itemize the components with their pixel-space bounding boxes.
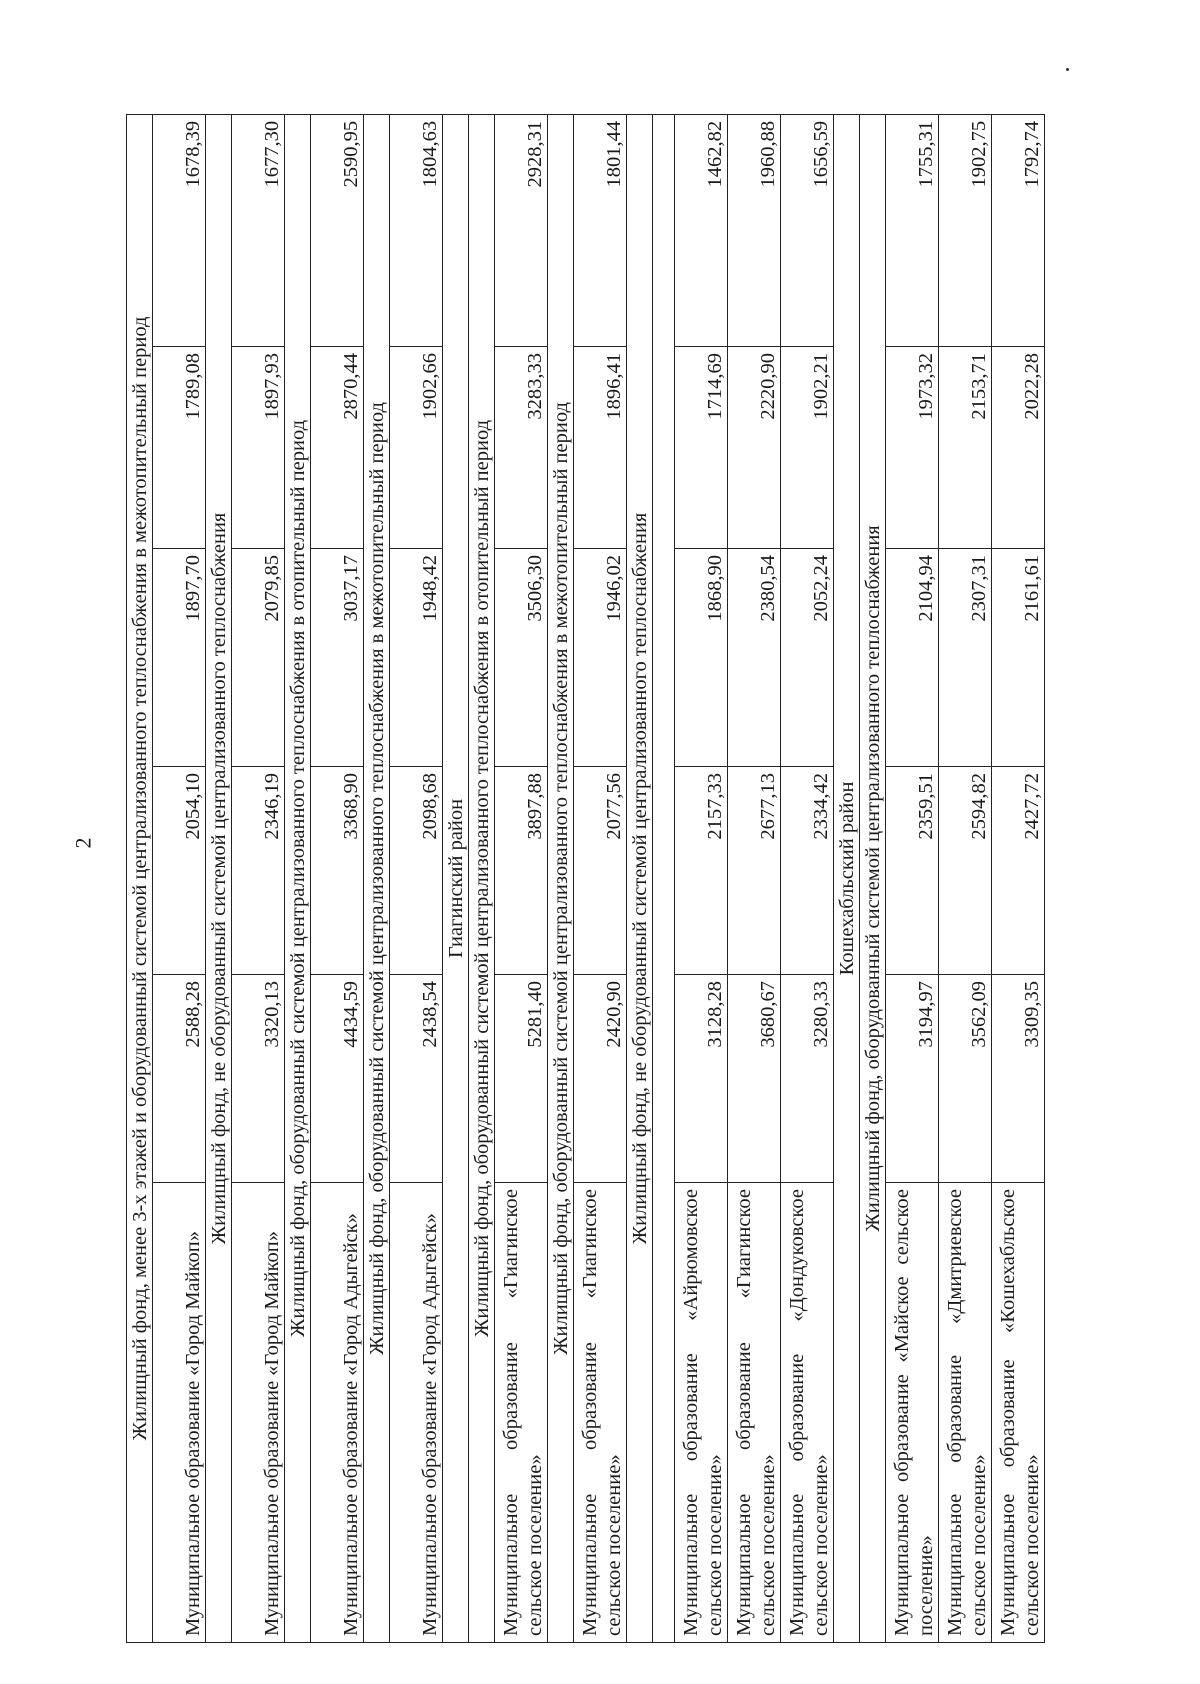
value-cell: 1714,69 — [675, 347, 728, 549]
table-row — [232, 114, 285, 1642]
value-cell: 2420,90 — [574, 975, 627, 1183]
value-cell: 1462,82 — [675, 114, 728, 346]
value-cell: 1868,90 — [675, 549, 728, 767]
section-row — [443, 114, 469, 1642]
value-cell: 2054,10 — [153, 767, 206, 975]
value-cell: 1902,75 — [939, 114, 992, 346]
value-cell: 3037,17 — [311, 549, 364, 767]
value-cell: 1789,08 — [153, 347, 206, 549]
value-cell: 3368,90 — [311, 767, 364, 975]
section-row — [548, 114, 574, 1642]
table-row — [153, 114, 206, 1642]
municipality-name: Муниципальное образование «Город Адыгейск» — [311, 1183, 364, 1643]
value-cell: 3506,30 — [495, 549, 548, 767]
value-cell: 2161,61 — [992, 549, 1045, 767]
value-cell: 2077,56 — [574, 767, 627, 975]
municipality-name: Муниципальное образование «Айрюмовское сельское поселение» — [675, 1183, 728, 1643]
municipality-name: Муниципальное образование «Город Майкоп» — [232, 1183, 285, 1643]
value-cell: 2022,28 — [992, 347, 1045, 549]
value-cell: 3309,35 — [992, 975, 1045, 1183]
table-row — [781, 114, 834, 1642]
tariff-table — [126, 114, 1045, 1643]
value-cell: 2588,28 — [153, 975, 206, 1183]
value-cell: 2220,90 — [728, 347, 781, 549]
value-cell: 1946,02 — [574, 549, 627, 767]
value-cell: 2098,68 — [390, 767, 443, 975]
value-cell: 1902,66 — [390, 347, 443, 549]
table-row — [992, 114, 1045, 1642]
table-row — [495, 114, 548, 1642]
value-cell: 2677,13 — [728, 767, 781, 975]
value-cell: 2427,72 — [992, 767, 1045, 975]
value-cell: 2157,33 — [675, 767, 728, 975]
value-cell: 4434,59 — [311, 975, 364, 1183]
value-cell: 2359,51 — [886, 767, 939, 975]
section-row — [469, 114, 495, 1642]
municipality-name: Муниципальное образование «Город Майкоп» — [153, 1183, 206, 1643]
table-row — [728, 114, 781, 1642]
municipality-name: Муниципальное образование «Гиагинское сельское поселение» — [728, 1183, 781, 1643]
table-row — [390, 114, 443, 1642]
value-cell: 2079,85 — [232, 549, 285, 767]
value-cell: 2438,54 — [390, 975, 443, 1183]
value-cell: 3562,09 — [939, 975, 992, 1183]
value-cell: 2052,24 — [781, 549, 834, 767]
value-cell: 2590,95 — [311, 114, 364, 346]
value-cell: 3283,33 — [495, 347, 548, 549]
value-cell: 3194,97 — [886, 975, 939, 1183]
value-cell: 2307,31 — [939, 549, 992, 767]
section-heading: Жилищный фонд, не оборудованный системой централизованного теплоснабжения — [627, 114, 653, 1642]
value-cell: 3320,13 — [232, 975, 285, 1183]
value-cell: 2594,82 — [939, 767, 992, 975]
value-cell: 2380,54 — [728, 549, 781, 767]
blank-cell — [653, 114, 675, 1642]
municipality-name: Муниципальное образование «Город Адыгейск» — [390, 1183, 443, 1643]
district-heading: Гиагинский район — [443, 114, 469, 1642]
table-row — [675, 114, 728, 1642]
section-row — [127, 114, 153, 1642]
section-row — [206, 114, 232, 1642]
municipality-name: Муниципальное образование «Майское сельское поселение» — [886, 1183, 939, 1643]
section-heading: Жилищный фонд, оборудованный системой централизованного теплоснабжения в межотопительный период — [364, 114, 390, 1642]
value-cell: 1792,74 — [992, 114, 1045, 346]
table-row — [886, 114, 939, 1642]
section-row — [285, 114, 311, 1642]
value-cell: 2153,71 — [939, 347, 992, 549]
value-cell: 1896,41 — [574, 347, 627, 549]
table-row — [311, 114, 364, 1642]
section-heading: Жилищный фонд, оборудованный системой централизованного теплоснабжения в отопительный период — [285, 114, 311, 1642]
district-heading: Кошехабльский район — [834, 114, 860, 1642]
value-cell: 1801,44 — [574, 114, 627, 346]
section-row — [364, 114, 390, 1642]
value-cell: 2104,94 — [886, 549, 939, 767]
value-cell: 1897,93 — [232, 347, 285, 549]
value-cell: 3680,67 — [728, 975, 781, 1183]
section-heading: Жилищный фонд, не оборудованный системой централизованного теплоснабжения — [206, 114, 232, 1642]
municipality-name: Муниципальное образование «Гиагинское сельское поселение» — [574, 1183, 627, 1643]
section-row — [627, 114, 653, 1642]
blank-row — [653, 114, 675, 1642]
section-heading: Жилищный фонд, оборудованный системой централизованного теплоснабжения — [860, 114, 886, 1642]
table-row — [939, 114, 992, 1642]
value-cell: 1902,21 — [781, 347, 834, 549]
value-cell: 1755,31 — [886, 114, 939, 346]
municipality-name: Муниципальное образование «Гиагинское сельское поселение» — [495, 1183, 548, 1643]
section-row — [860, 114, 886, 1642]
municipality-name: Муниципальное образование «Дондуковское сельское поселение» — [781, 1183, 834, 1643]
value-cell: 1656,59 — [781, 114, 834, 346]
page-number: 2 — [70, 837, 96, 849]
value-cell: 2928,31 — [495, 114, 548, 346]
value-cell: 1897,70 — [153, 549, 206, 767]
municipality-name: Муниципальное образование «Дмитриевское сельское поселение» — [939, 1183, 992, 1643]
value-cell: 1948,42 — [390, 549, 443, 767]
value-cell: 3128,28 — [675, 975, 728, 1183]
scan-speck — [1066, 68, 1069, 71]
value-cell: 5281,40 — [495, 975, 548, 1183]
value-cell: 3280,33 — [781, 975, 834, 1183]
value-cell: 2346,19 — [232, 767, 285, 975]
section-heading: Жилищный фонд, менее 3-х этажей и оборудованный системой централизованного теплоснабжения в межотопительный период — [127, 114, 153, 1642]
rotated-table-wrapper — [126, 115, 1045, 1643]
section-heading: Жилищный фонд, оборудованный системой централизованного теплоснабжения в межотопительный период — [548, 114, 574, 1642]
value-cell: 2870,44 — [311, 347, 364, 549]
section-heading: Жилищный фонд, оборудованный системой централизованного теплоснабжения в отопительный период — [469, 114, 495, 1642]
table-row — [574, 114, 627, 1642]
value-cell: 1960,88 — [728, 114, 781, 346]
section-row — [834, 114, 860, 1642]
value-cell: 2334,42 — [781, 767, 834, 975]
value-cell: 1678,39 — [153, 114, 206, 346]
value-cell: 1973,32 — [886, 347, 939, 549]
tariff-table-body — [127, 114, 1045, 1642]
municipality-name: Муниципальное образование «Кошехабльское сельское поселение» — [992, 1183, 1045, 1643]
value-cell: 1804,63 — [390, 114, 443, 346]
value-cell: 3897,88 — [495, 767, 548, 975]
value-cell: 1677,30 — [232, 114, 285, 346]
